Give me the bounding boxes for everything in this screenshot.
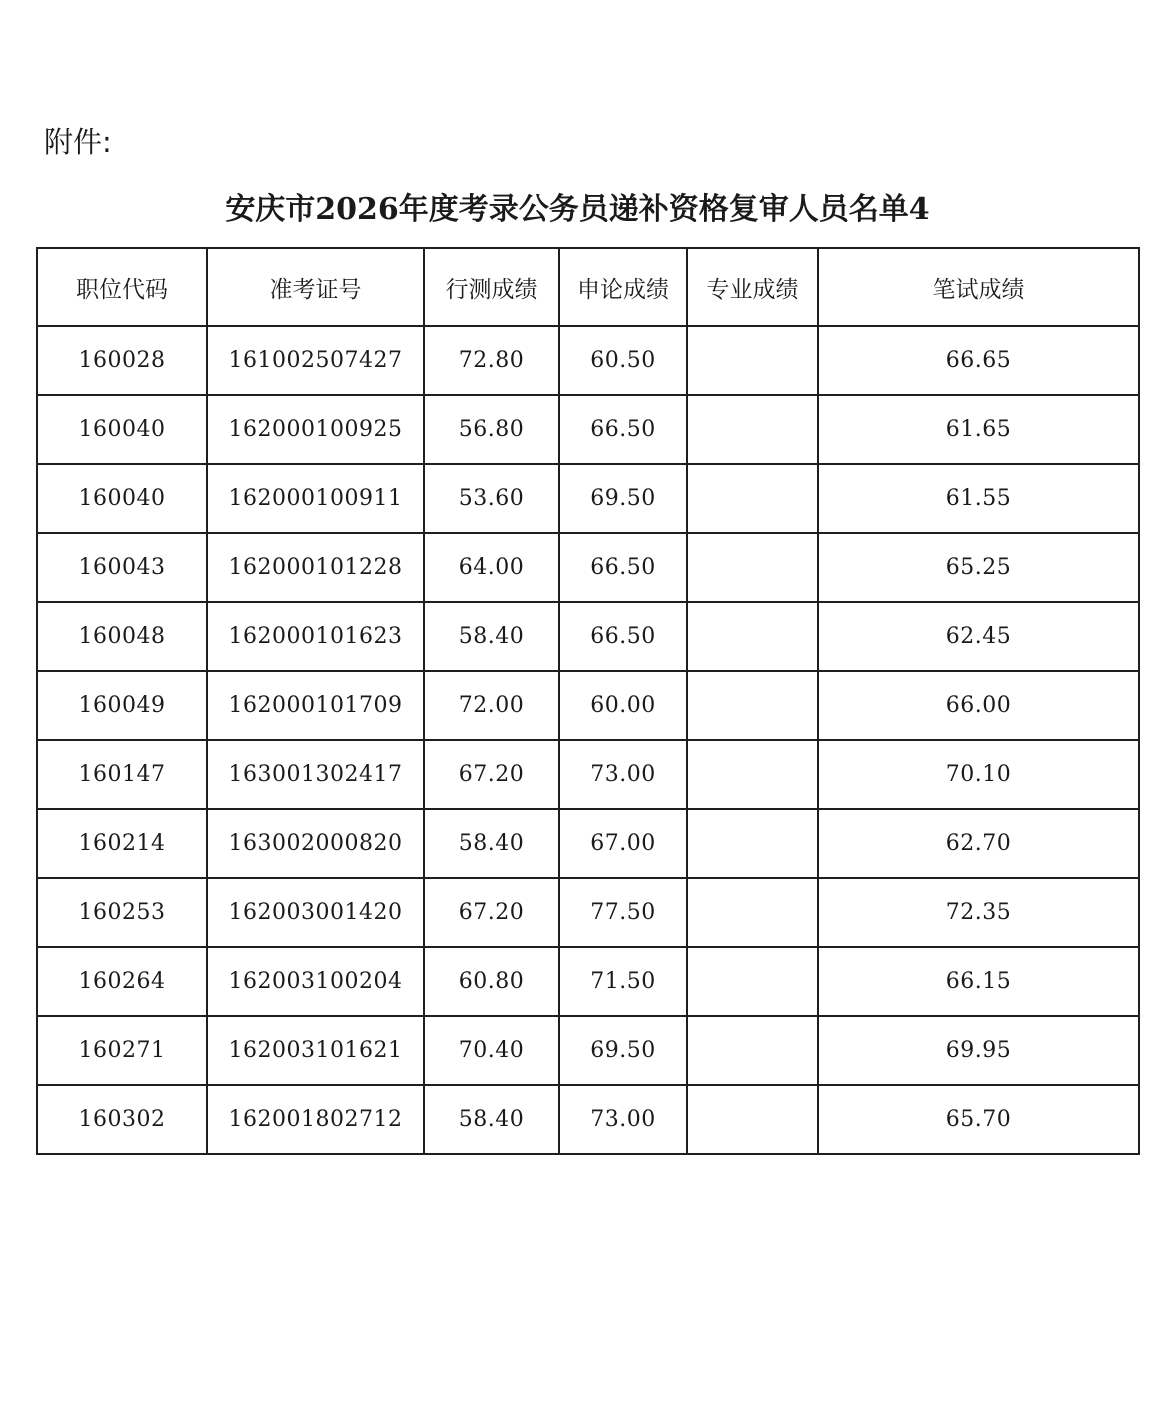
essay-score-cell: 77.50 bbox=[559, 878, 687, 947]
professional-score-cell bbox=[687, 671, 818, 740]
table-row bbox=[37, 671, 1139, 740]
table-row bbox=[37, 947, 1139, 1016]
column-header-exam-ticket-number: 准考证号 bbox=[207, 248, 424, 326]
professional-score-cell bbox=[687, 740, 818, 809]
exam-ticket-number-cell: 163002000820 bbox=[207, 809, 424, 878]
position-code-cell: 160049 bbox=[37, 671, 207, 740]
exam-ticket-number-cell: 162000101228 bbox=[207, 533, 424, 602]
position-code-cell: 160264 bbox=[37, 947, 207, 1016]
exam-ticket-number-cell: 162000100925 bbox=[207, 395, 424, 464]
essay-score-cell: 66.50 bbox=[559, 533, 687, 602]
column-header-written-score: 笔试成绩 bbox=[818, 248, 1139, 326]
aptitude-score-cell: 72.00 bbox=[424, 671, 559, 740]
exam-ticket-number-cell: 162003001420 bbox=[207, 878, 424, 947]
position-code-cell: 160271 bbox=[37, 1016, 207, 1085]
exam-ticket-number-cell: 163001302417 bbox=[207, 740, 424, 809]
aptitude-score-cell: 64.00 bbox=[424, 533, 559, 602]
professional-score-cell bbox=[687, 1085, 818, 1154]
written-score-cell: 65.70 bbox=[818, 1085, 1139, 1154]
column-header-professional-score: 专业成绩 bbox=[687, 248, 818, 326]
essay-score-cell: 60.00 bbox=[559, 671, 687, 740]
professional-score-cell bbox=[687, 533, 818, 602]
exam-ticket-number-cell: 161002507427 bbox=[207, 326, 424, 395]
column-header-position-code: 职位代码 bbox=[37, 248, 207, 326]
exam-ticket-number-cell: 162000101623 bbox=[207, 602, 424, 671]
written-score-cell: 66.00 bbox=[818, 671, 1139, 740]
table-row bbox=[37, 533, 1139, 602]
essay-score-cell: 66.50 bbox=[559, 602, 687, 671]
professional-score-cell bbox=[687, 947, 818, 1016]
exam-ticket-number-cell: 162000101709 bbox=[207, 671, 424, 740]
position-code-cell: 160043 bbox=[37, 533, 207, 602]
written-score-cell: 65.25 bbox=[818, 533, 1139, 602]
table-header-row bbox=[37, 248, 1139, 326]
essay-score-cell: 73.00 bbox=[559, 1085, 687, 1154]
table-row bbox=[37, 878, 1139, 947]
written-score-cell: 66.15 bbox=[818, 947, 1139, 1016]
position-code-cell: 160040 bbox=[37, 464, 207, 533]
essay-score-cell: 73.00 bbox=[559, 740, 687, 809]
written-score-cell: 61.55 bbox=[818, 464, 1139, 533]
essay-score-cell: 60.50 bbox=[559, 326, 687, 395]
professional-score-cell bbox=[687, 1016, 818, 1085]
professional-score-cell bbox=[687, 395, 818, 464]
professional-score-cell bbox=[687, 809, 818, 878]
exam-ticket-number-cell: 162003101621 bbox=[207, 1016, 424, 1085]
aptitude-score-cell: 67.20 bbox=[424, 740, 559, 809]
position-code-cell: 160253 bbox=[37, 878, 207, 947]
written-score-cell: 62.45 bbox=[818, 602, 1139, 671]
position-code-cell: 160302 bbox=[37, 1085, 207, 1154]
column-header-essay-score: 申论成绩 bbox=[559, 248, 687, 326]
professional-score-cell bbox=[687, 602, 818, 671]
written-score-cell: 69.95 bbox=[818, 1016, 1139, 1085]
professional-score-cell bbox=[687, 326, 818, 395]
table-row bbox=[37, 1085, 1139, 1154]
essay-score-cell: 71.50 bbox=[559, 947, 687, 1016]
essay-score-cell: 66.50 bbox=[559, 395, 687, 464]
position-code-cell: 160028 bbox=[37, 326, 207, 395]
attachment-label: 附件: bbox=[44, 125, 112, 159]
exam-ticket-number-cell: 162000100911 bbox=[207, 464, 424, 533]
essay-score-cell: 69.50 bbox=[559, 464, 687, 533]
position-code-cell: 160147 bbox=[37, 740, 207, 809]
table-row bbox=[37, 602, 1139, 671]
aptitude-score-cell: 58.40 bbox=[424, 602, 559, 671]
table-row bbox=[37, 464, 1139, 533]
aptitude-score-cell: 60.80 bbox=[424, 947, 559, 1016]
aptitude-score-cell: 58.40 bbox=[424, 809, 559, 878]
aptitude-score-cell: 70.40 bbox=[424, 1016, 559, 1085]
table-row bbox=[37, 740, 1139, 809]
position-code-cell: 160048 bbox=[37, 602, 207, 671]
aptitude-score-cell: 58.40 bbox=[424, 1085, 559, 1154]
aptitude-score-cell: 72.80 bbox=[424, 326, 559, 395]
aptitude-score-cell: 56.80 bbox=[424, 395, 559, 464]
position-code-cell: 160214 bbox=[37, 809, 207, 878]
professional-score-cell bbox=[687, 878, 818, 947]
written-score-cell: 66.65 bbox=[818, 326, 1139, 395]
exam-ticket-number-cell: 162001802712 bbox=[207, 1085, 424, 1154]
position-code-cell: 160040 bbox=[37, 395, 207, 464]
table-body bbox=[37, 326, 1139, 1154]
column-header-aptitude-score: 行测成绩 bbox=[424, 248, 559, 326]
exam-ticket-number-cell: 162003100204 bbox=[207, 947, 424, 1016]
written-score-cell: 72.35 bbox=[818, 878, 1139, 947]
table-row bbox=[37, 1016, 1139, 1085]
table-row bbox=[37, 809, 1139, 878]
written-score-cell: 62.70 bbox=[818, 809, 1139, 878]
aptitude-score-cell: 67.20 bbox=[424, 878, 559, 947]
aptitude-score-cell: 53.60 bbox=[424, 464, 559, 533]
document-title: 安庆市2026年度考录公务员递补资格复审人员名单4 bbox=[225, 192, 930, 227]
essay-score-cell: 67.00 bbox=[559, 809, 687, 878]
essay-score-cell: 69.50 bbox=[559, 1016, 687, 1085]
table-row bbox=[37, 395, 1139, 464]
candidate-score-table bbox=[36, 247, 1140, 1155]
written-score-cell: 70.10 bbox=[818, 740, 1139, 809]
professional-score-cell bbox=[687, 464, 818, 533]
written-score-cell: 61.65 bbox=[818, 395, 1139, 464]
table-row bbox=[37, 326, 1139, 395]
